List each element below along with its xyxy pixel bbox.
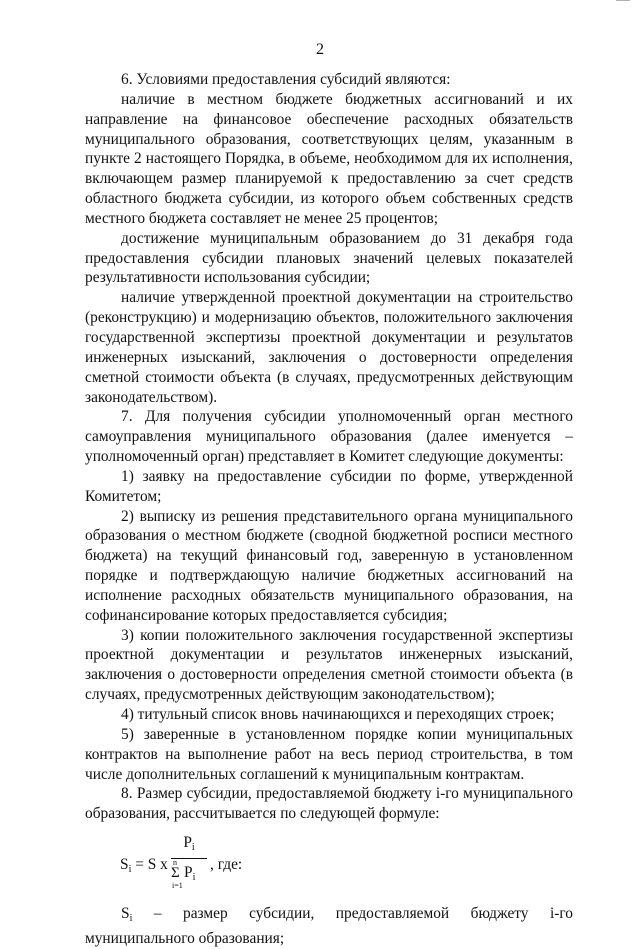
paragraph-document-1: 1) заявку на предоставление субсидии по форме, утвержденной Комитетом; [85, 467, 573, 505]
paragraph-conditions-heading: 6. Условиями предоставления субсидий являются: [121, 71, 451, 88]
document-body [85, 70, 573, 949]
paragraph-condition-indicators: достижение муниципальным образованием до 31 декабря года предоставления субсидии плановых значений целевых показателей результативности использования субсидии; [85, 229, 573, 287]
paragraph-condition-documentation: наличие утвержденной проектной документации на строительство (реконструкцию) и модернизацию объектов, положительного заключения государственной экспертизы проектной документации и результатов инженерных изысканий, заключения о достоверности определения сметной стоимости объекта (в случаях, предусмотренных действующим законодательством). [85, 289, 573, 406]
sum-lower-limit: i=1 [172, 881, 183, 891]
page-number: 2 [316, 41, 324, 58]
paragraph-document-5: 5) заверенные в установленном порядке копии муниципальных контрактов на выполнение работ на весь период строительства, в том числе дополнительных соглашений к муниципальным контрактам. [85, 725, 573, 783]
sum-upper-limit: n [173, 858, 177, 868]
formula-where: , где: [210, 856, 243, 874]
formula-numerator: $P_i$ [183, 834, 195, 854]
formula-denominator [171, 859, 207, 893]
paragraph-document-4: 4) титульный список вновь начинающихся и переходящих строек; [121, 706, 555, 723]
formula-fraction [171, 834, 207, 893]
sum-term: $P_i$ [184, 864, 196, 884]
paragraph-si-definition: $S_i$ – размер субсидии, предоставляемой бюджету i-го муниципального образования; [85, 905, 573, 947]
scan-corner-mark [616, 0, 630, 3]
formula-lhs: $S_i = S$ x [120, 856, 168, 876]
paragraph-condition-budget: наличие в местном бюджете бюджетных ассигнований и их направление на финансовое обеспечение расходных обязательств муниципального образования, соответствующих целям, указанным в пункте 2 настоящего Порядка, в объеме, необходимом для их исполнения, включающем размер планируемой к предоставлению за счет средств областного бюджета субсидии, из которого объем собственных средств местного бюджета составляет не менее 25 процентов; [85, 90, 573, 227]
paragraph-document-3: 3) копии положительного заключения государственной экспертизы проектной документации и результатов инженерных изысканий, заключения о достоверности определения сметной стоимости объекта (в случаях, предусмотренных действующим законодательством); [85, 626, 573, 704]
paragraph-documents-heading: 7. Для получения субсидии уполномоченный орган местного самоуправления муниципального образования (далее именуется – уполномоченный орган) представляет в Комитет следующие документы: [85, 408, 573, 466]
paragraph-document-2: 2) выписку из решения представительного органа муниципального образования о местном бюджете (сводной бюджетной росписи местного бюджета) на текущий финансовый год, заверенную в установленном порядке и подтверждающую наличие бюджетных ассигнований на исполнение расходных обязательств муниципального образования, на софинансирование которых предоставляется субсидия; [85, 507, 573, 624]
subsidy-formula [85, 834, 573, 898]
paragraph-subsidy-size: 8. Размер субсидии, предоставляемой бюджету i-го муниципального образования, рассчитывается по следующей формуле: [85, 785, 573, 823]
sum-sign: Σ [171, 865, 180, 882]
